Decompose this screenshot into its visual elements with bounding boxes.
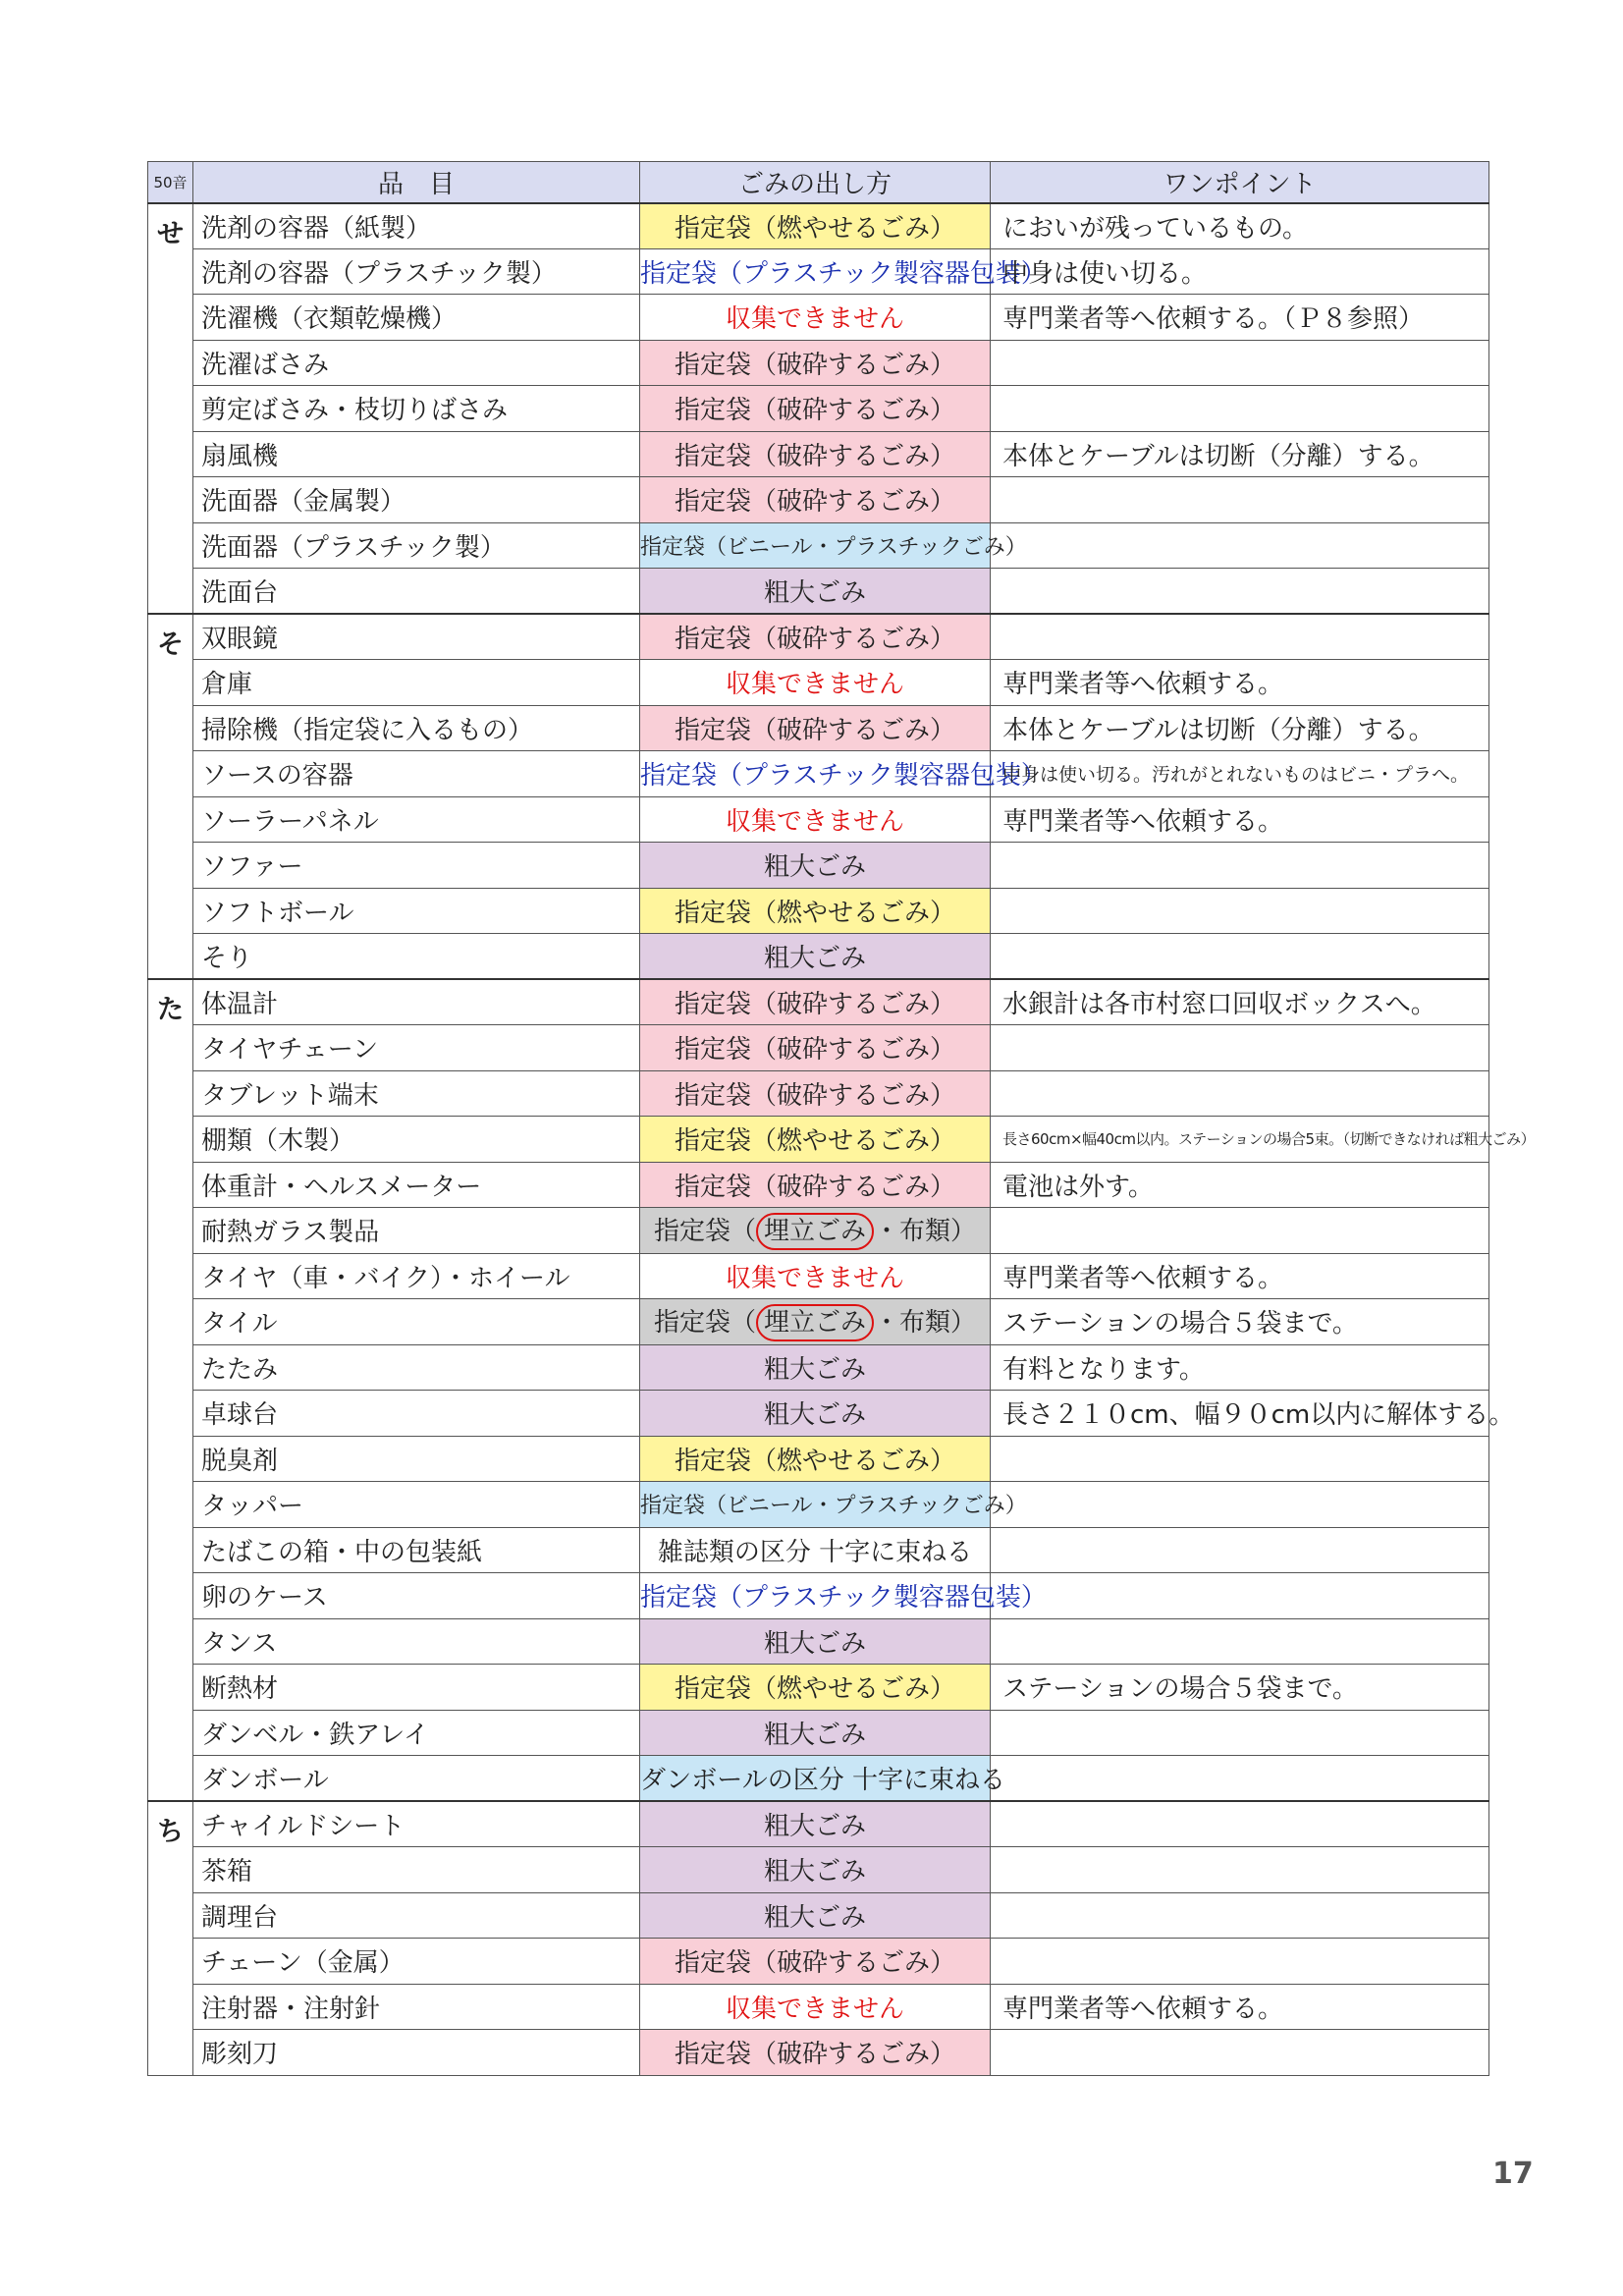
method-cell: 指定袋（破砕するごみ） (640, 1070, 991, 1117)
point-cell (991, 1710, 1489, 1756)
method-cell: 指定袋（プラスチック製容器包装） (640, 248, 991, 295)
point-cell: 中身は使い切る。汚れがとれないものはビニ・プラへ。 (991, 751, 1489, 797)
method-cell: 雑誌類の区分 十字に束ねる (640, 1527, 991, 1573)
landfill-highlight-circle: 埋立ごみ (756, 1304, 874, 1341)
item-cell: タッパー (193, 1482, 640, 1528)
item-cell: たばこの箱・中の包装紙 (193, 1527, 640, 1573)
item-cell: 洗面器（プラスチック製） (193, 522, 640, 569)
method-cell: 収集できません (640, 295, 991, 341)
method-cell: 粗大ごみ (640, 843, 991, 889)
table-row (148, 1344, 1489, 1391)
point-cell: ステーションの場合５袋まで。 (991, 1299, 1489, 1345)
item-cell: 洗濯ばさみ (193, 340, 640, 386)
point-cell (991, 1801, 1489, 1847)
item-cell: チェーン（金属） (193, 1939, 640, 1985)
point-cell (991, 1756, 1489, 1802)
item-cell: 剪定ばさみ・枝切りばさみ (193, 386, 640, 432)
item-cell: 双眼鏡 (193, 614, 640, 660)
method-cell: 指定袋（燃やせるごみ） (640, 1117, 991, 1163)
method-cell (640, 1299, 991, 1345)
item-cell: タイヤ（車・バイク）・ホイール (193, 1253, 640, 1299)
table-row (148, 705, 1489, 751)
kana-index-cell: そ (148, 614, 193, 979)
item-cell: 洗面台 (193, 569, 640, 615)
table-body (148, 203, 1536, 2076)
point-cell (991, 934, 1489, 980)
method-cell: 指定袋（ビニール・プラスチックごみ） (640, 1482, 991, 1528)
table-row (148, 386, 1489, 432)
point-cell: 本体とケーブルは切断（分離）する。 (991, 431, 1489, 477)
item-cell: 卵のケース (193, 1573, 640, 1619)
table-row (148, 2030, 1489, 2076)
point-cell (991, 1847, 1489, 1893)
item-cell: 彫刻刀 (193, 2030, 640, 2076)
method-cell: 指定袋（破砕するごみ） (640, 1162, 991, 1208)
header-item: 品 目 (193, 162, 640, 203)
table-row (148, 1299, 1489, 1345)
method-cell: 収集できません (640, 1984, 991, 2030)
table-row (148, 1573, 1489, 1619)
method-cell: 粗大ごみ (640, 1710, 991, 1756)
method-suffix: ・布類） (874, 1307, 977, 1338)
item-cell: 洗濯機（衣類乾燥機） (193, 295, 640, 341)
table-row (148, 1253, 1489, 1299)
table-row (148, 1665, 1489, 1711)
method-cell: 指定袋（破砕するごみ） (640, 477, 991, 523)
table-row (148, 1162, 1489, 1208)
item-cell: 調理台 (193, 1892, 640, 1939)
method-cell: 指定袋（破砕するごみ） (640, 386, 991, 432)
point-cell: 長さ２１０cm、幅９０cm以内に解体する。 (991, 1391, 1489, 1437)
method-cell: 指定袋（破砕するごみ） (640, 614, 991, 660)
point-cell: 有料となります。 (991, 1344, 1489, 1391)
table-row (148, 660, 1489, 706)
table-row (148, 340, 1489, 386)
item-cell: タイル (193, 1299, 640, 1345)
point-cell (991, 843, 1489, 889)
table-row (148, 1025, 1489, 1071)
method-cell: 粗大ごみ (640, 1618, 991, 1665)
table-row (148, 1436, 1489, 1482)
table-row (148, 1618, 1489, 1665)
item-cell: ダンベル・鉄アレイ (193, 1710, 640, 1756)
table-row (148, 1801, 1489, 1847)
point-cell (991, 1573, 1489, 1619)
point-cell: 専門業者等へ依頼する。 (991, 1253, 1489, 1299)
method-suffix: ・布類） (874, 1216, 977, 1246)
table-row (148, 843, 1489, 889)
table-row (148, 1939, 1489, 1985)
method-cell: 収集できません (640, 660, 991, 706)
item-cell: 洗面器（金属製） (193, 477, 640, 523)
method-cell: 粗大ごみ (640, 569, 991, 615)
point-cell (991, 386, 1489, 432)
method-cell: 指定袋（破砕するごみ） (640, 979, 991, 1025)
point-cell: ステーションの場合５袋まで。 (991, 1665, 1489, 1711)
point-cell (991, 2030, 1489, 2076)
table-row (148, 888, 1489, 934)
header-kana: 50音 (148, 162, 193, 203)
method-cell: 指定袋（破砕するごみ） (640, 1939, 991, 1985)
point-cell (991, 1436, 1489, 1482)
table-row (148, 934, 1489, 980)
point-cell (991, 1482, 1489, 1528)
method-cell (640, 1208, 991, 1254)
item-cell: 倉庫 (193, 660, 640, 706)
point-cell: 本体とケーブルは切断（分離）する。 (991, 705, 1489, 751)
item-cell: そり (193, 934, 640, 980)
point-cell: 専門業者等へ依頼する。 (991, 1984, 1489, 2030)
point-cell (991, 340, 1489, 386)
item-cell: 棚類（木製） (193, 1117, 640, 1163)
item-cell: たたみ (193, 1344, 640, 1391)
point-cell: 専門業者等へ依頼する。 (991, 796, 1489, 843)
table-row (148, 522, 1489, 569)
table-row (148, 1117, 1489, 1163)
method-prefix: 指定袋（ (653, 1307, 756, 1338)
page-number: 17 (1492, 2157, 1534, 2191)
table-row (148, 203, 1489, 249)
method-cell: 指定袋（プラスチック製容器包装） (640, 751, 991, 797)
item-cell: 注射器・注射針 (193, 1984, 640, 2030)
table-row (148, 1208, 1489, 1254)
item-cell: 脱臭剤 (193, 1436, 640, 1482)
method-cell: 粗大ごみ (640, 1892, 991, 1939)
item-cell: 茶箱 (193, 1847, 640, 1893)
method-cell: ダンボールの区分 十字に束ねる (640, 1756, 991, 1802)
table-row (148, 1984, 1489, 2030)
method-cell: 指定袋（燃やせるごみ） (640, 1436, 991, 1482)
table-row (148, 295, 1489, 341)
item-cell: 洗剤の容器（プラスチック製） (193, 248, 640, 295)
header-method: ごみの出し方 (640, 162, 991, 203)
kana-index-cell: た (148, 979, 193, 1801)
method-cell: 収集できません (640, 796, 991, 843)
kana-index-cell: せ (148, 203, 193, 615)
point-cell: 長さ60cm×幅40cm以内。ステーションの場合5束。（切断できなければ粗大ごみ） (991, 1117, 1489, 1163)
point-cell (991, 1939, 1489, 1985)
table-row (148, 979, 1489, 1025)
point-cell (991, 1208, 1489, 1254)
table-row (148, 1482, 1489, 1528)
point-cell (991, 888, 1489, 934)
item-cell: タンス (193, 1618, 640, 1665)
item-cell: 扇風機 (193, 431, 640, 477)
item-cell: ソーラーパネル (193, 796, 640, 843)
method-cell: 指定袋（プラスチック製容器包装） (640, 1573, 991, 1619)
point-cell (991, 614, 1489, 660)
item-cell: 断熱材 (193, 1665, 640, 1711)
table-row (148, 1527, 1489, 1573)
method-prefix: 指定袋（ (653, 1216, 756, 1246)
point-cell: 専門業者等へ依頼する。 (991, 660, 1489, 706)
method-cell: 指定袋（破砕するごみ） (640, 431, 991, 477)
point-cell (991, 569, 1489, 615)
method-cell: 指定袋（燃やせるごみ） (640, 1665, 991, 1711)
item-cell: ソファー (193, 843, 640, 889)
method-cell: 収集できません (640, 1253, 991, 1299)
method-cell: 指定袋（破砕するごみ） (640, 2030, 991, 2076)
point-cell: 電池は外す。 (991, 1162, 1489, 1208)
method-cell: 粗大ごみ (640, 1391, 991, 1437)
table-row (148, 477, 1489, 523)
method-cell: 粗大ごみ (640, 934, 991, 980)
table-row (148, 248, 1489, 295)
table-row (148, 751, 1489, 797)
landfill-highlight-circle: 埋立ごみ (756, 1213, 874, 1250)
table-row (148, 1892, 1489, 1939)
item-cell: タイヤチェーン (193, 1025, 640, 1071)
point-cell (991, 1070, 1489, 1117)
item-cell: タブレット端末 (193, 1070, 640, 1117)
point-cell (991, 522, 1489, 569)
item-cell: 耐熱ガラス製品 (193, 1208, 640, 1254)
garbage-sorting-table (147, 161, 1536, 2076)
table-row (148, 569, 1489, 615)
item-cell: ダンボール (193, 1756, 640, 1802)
table-row (148, 1756, 1489, 1802)
table-row (148, 1391, 1489, 1437)
item-cell: 掃除機（指定袋に入るもの） (193, 705, 640, 751)
point-cell (991, 1892, 1489, 1939)
item-cell: 体重計・ヘルスメーター (193, 1162, 640, 1208)
table-row (148, 1710, 1489, 1756)
table-row (148, 1070, 1489, 1117)
table-row (148, 431, 1489, 477)
point-cell (991, 1527, 1489, 1573)
method-cell: 指定袋（破砕するごみ） (640, 1025, 991, 1071)
point-cell (991, 1618, 1489, 1665)
method-cell: 粗大ごみ (640, 1847, 991, 1893)
table-row (148, 614, 1489, 660)
method-cell: 指定袋（燃やせるごみ） (640, 203, 991, 249)
method-cell: 指定袋（破砕するごみ） (640, 705, 991, 751)
item-cell: 卓球台 (193, 1391, 640, 1437)
table-row (148, 1847, 1489, 1893)
point-cell: 水銀計は各市村窓口回収ボックスへ。 (991, 979, 1489, 1025)
item-cell: ソースの容器 (193, 751, 640, 797)
point-cell: 専門業者等へ依頼する。（Ｐ８参照） (991, 295, 1489, 341)
item-cell: 体温計 (193, 979, 640, 1025)
item-cell: チャイルドシート (193, 1801, 640, 1847)
table-row (148, 796, 1489, 843)
method-cell: 粗大ごみ (640, 1344, 991, 1391)
method-cell: 指定袋（破砕するごみ） (640, 340, 991, 386)
item-cell: 洗剤の容器（紙製） (193, 203, 640, 249)
kana-index-cell: ち (148, 1801, 193, 2075)
point-cell (991, 1025, 1489, 1071)
table-header-row (148, 162, 1489, 203)
item-cell: ソフトボール (193, 888, 640, 934)
method-cell: 指定袋（燃やせるごみ） (640, 888, 991, 934)
point-cell: 中身は使い切る。 (991, 248, 1489, 295)
point-cell: においが残っているもの。 (991, 203, 1489, 249)
method-cell: 指定袋（ビニール・プラスチックごみ） (640, 522, 991, 569)
header-point: ワンポイント (991, 162, 1489, 203)
point-cell (991, 477, 1489, 523)
method-cell: 粗大ごみ (640, 1801, 991, 1847)
